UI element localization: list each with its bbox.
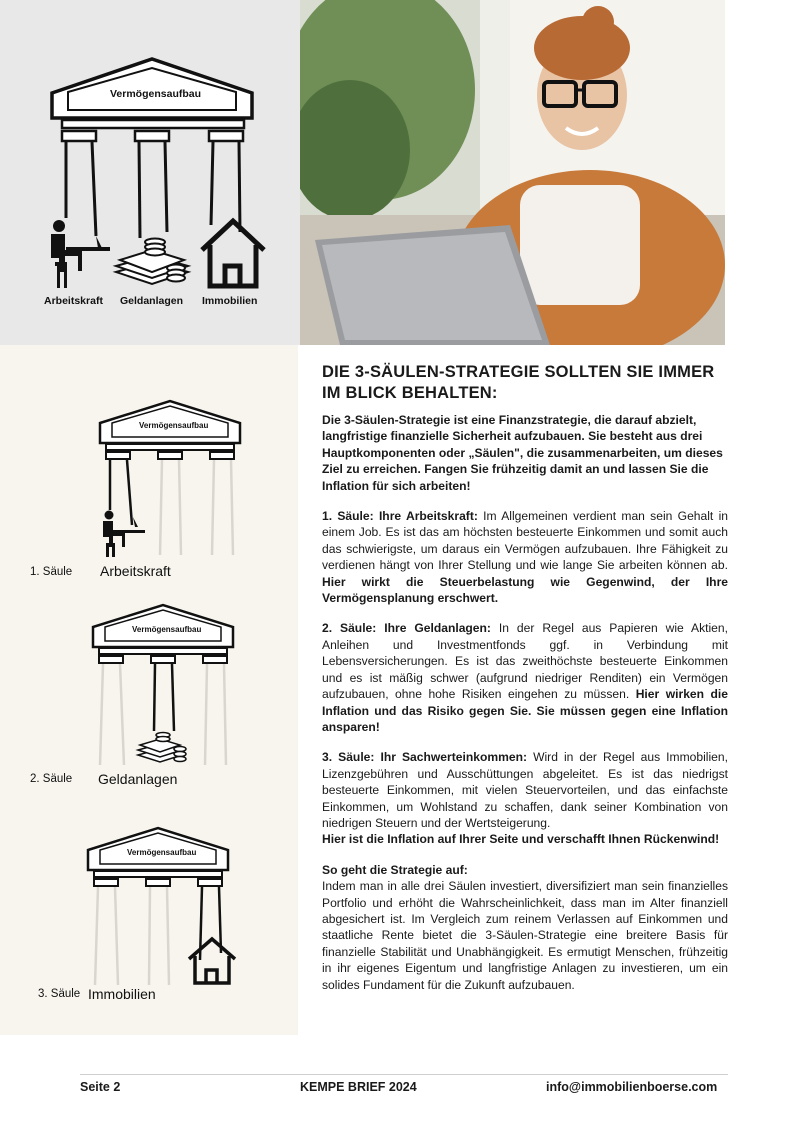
- footer-email-link[interactable]: info@immobilienboerse.com: [546, 1080, 718, 1094]
- section-3-highlight: Hier ist die Inflation auf Ihrer Seite und verschafft Ihnen Rückenwind!: [322, 832, 720, 847]
- section-1-title: 1. Säule: Ihre Arbeitskraft:: [322, 509, 478, 524]
- hero-temple-title: Vermögensaufbau: [110, 88, 202, 100]
- section-2-highlight: Hier wirken die Inflation und das Risiko gegen Sie. Sie müssen gegen eine Inflation ansparen!: [322, 687, 728, 734]
- section-3-text: Wird in der Regel aus Immobilien, Lizenzgebühren und Ausschüttungen abgeleitet. Es ist das niedrigst besteuerte Einkommen, mit vielen Steuervorteilen, und das einfachste Einkommen, um Wohlstand zu schaffen, dank seiner Kombination von niedrigen Steuern und der Wertsteigerung.: [322, 750, 728, 830]
- intro-call-to-action: Fangen Sie frühzeitig damit an und lassen Sie die Inflation für sich arbeiten!: [322, 462, 709, 493]
- photo-illustration: [300, 0, 725, 345]
- footer-publication: KEMPE BRIEF 2024: [300, 1080, 417, 1094]
- hero-illustration-panel: [0, 0, 300, 345]
- sidebar-temple-3-title: Vermögensaufbau: [127, 848, 197, 857]
- pillar-1-name: Arbeitskraft: [100, 563, 171, 579]
- section-strategy: [322, 862, 728, 993]
- section-1-highlight: Hier wirkt die Steuerbelastung wie Gegenwind, der Ihre Vermögensplanung erschwert.: [322, 574, 728, 606]
- article: [322, 362, 728, 1007]
- pillar-2-name: Geldanlagen: [98, 771, 178, 787]
- article-intro: [322, 412, 728, 494]
- pillar-1-number: 1. Säule: [30, 566, 73, 578]
- footer-divider: [80, 1074, 728, 1075]
- section-sachwerte: [322, 749, 728, 847]
- worker-icon: [51, 220, 110, 288]
- section-1-text: Im Allgemeinen verdient man sein Gehalt in einem Job. Es ist das am höchsten besteuerte Einkommen und somit auch das schwierigste, um daraus ein Vermögen aufzubauen. Ihre Fähigkeit zu verdienen hängt von Ihrer Stellung und wie lange Sie arbeiten können ab.: [322, 509, 728, 573]
- temple-hero-illustration: [0, 0, 300, 345]
- money-stack-icon-small: [138, 733, 186, 763]
- strategy-text: Indem man in alle drei Säulen investiert, diversifiziert man sein finanzielles Portfolio und erhöht die Wahrscheinlichkeit, dass man im Alter finanziell abgesichert ist. Im Vergleich zum reinem Verlassen auf Einkommen und staatliche Rente bietet die 3-Säulen-Strategie eine breitere Basis für finanzielle Stabilität und Unabhängigkeit. Es ermutigt Menschen, frühzeitig in ihr eigenes Eigentum und langfristige Anlagen zu investieren, um ein solides Fundament für die Zukunft aufzubauen.: [322, 879, 728, 992]
- intro-text: Die 3-Säulen-Strategie ist eine Finanzstrategie, die darauf abzielt, langfristige finanzielle Sicherheit aufzubauen. Sie besteht aus drei Hauptkomponenten oder „Säulen", die zusammenarbeiten, um dieses Ziel zu erreichen.: [322, 413, 723, 477]
- hero-photo-woman-laptop: [300, 0, 725, 345]
- pillar-3-name: Immobilien: [88, 986, 156, 1002]
- pillar-3-number: 3. Säule: [38, 988, 81, 1000]
- sidebar-temple-2-title: Vermögensaufbau: [132, 625, 202, 634]
- hero-label-immobilien: Immobilien: [202, 295, 258, 307]
- section-2-title: 2. Säule: Ihre Geldanlagen:: [322, 621, 491, 636]
- sidebar-temple-1-title: Vermögensaufbau: [139, 421, 209, 430]
- article-headline: DIE 3-SÄULEN-STRATEGIE SOLLTEN SIE IMMER IM BLICK BEHALTEN:: [322, 363, 715, 402]
- hero-label-geldanlagen: Geldanlagen: [120, 295, 184, 307]
- section-3-title: 3. Säule: Ihr Sachwerteinkommen:: [322, 750, 527, 765]
- hero-label-arbeitskraft: Arbeitskraft: [44, 295, 103, 307]
- worker-icon-small: [103, 511, 145, 558]
- footer-page-number: Seite 2: [80, 1080, 121, 1094]
- pillars-diagram: [0, 345, 298, 1035]
- section-geldanlagen: [322, 620, 728, 735]
- money-stack-icon: [116, 239, 188, 285]
- section-2-text: In der Regel aus Papieren wie Aktien, Anleihen und Investmentfonds ggf. in Verbindung mit Lebensversicherungen. Es ist das zweithöchste besteuerte Einkommen und es ist mäßig schwer (aufgrund niedriger Renditen) ein Vermögen aufzubauen, ohne hohe Risiken eingehen zu müssen.: [322, 621, 728, 702]
- strategy-title: So geht die Strategie auf:: [322, 862, 468, 877]
- house-icon-small: [189, 939, 235, 983]
- pillar-2-number: 2. Säule: [30, 773, 73, 785]
- section-arbeitskraft: [322, 508, 728, 606]
- sidebar-pillars-panel: [0, 345, 298, 1035]
- house-icon: [202, 221, 264, 286]
